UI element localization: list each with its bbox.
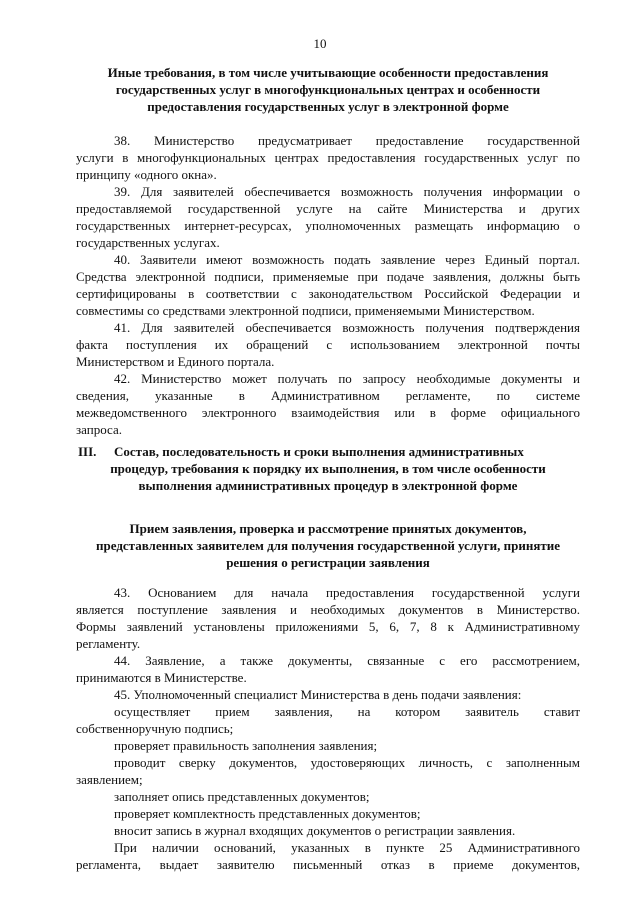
text-line: 45. Уполномоченный специалист Министерства в день подачи заявления: [114, 687, 522, 702]
section-heading-iii [76, 443, 580, 494]
text-line: заполняет опись представленных документов; [114, 789, 370, 804]
text-line: межведомственного электронного взаимодействия или в форме официального [76, 405, 580, 420]
text-line: предоставляемой государственной услуге на сайте Министерства и других [76, 201, 580, 216]
heading-line: представленных заявителем для получения государственной услуги, принятие [96, 538, 560, 553]
heading-line: Прием заявления, проверка и рассмотрение принятых документов, [129, 521, 527, 536]
text-line: собственноручную подпись; [76, 721, 234, 736]
text-line: является поступление заявления и необходимых документов в Министерство. [76, 602, 580, 617]
text-line: 38. Министерство предусматривает предоставление государственной [114, 133, 580, 148]
paragraph-38 [76, 132, 580, 183]
text-line: факта поступления их обращений с использованием электронной почты [76, 337, 580, 352]
heading-line: выполнения административных процедур в электронной форме [138, 478, 518, 493]
procedure-list [76, 703, 580, 873]
heading-line: государственных услуг в многофункциональных центрах и особенности [115, 82, 541, 97]
list-item [76, 839, 580, 873]
list-item [76, 805, 580, 822]
text-line: государственных услугах. [76, 235, 220, 250]
text-line: государственных интернет-ресурсах, уполномоченных размещать информацию о [76, 218, 580, 233]
page-number: 10 [313, 36, 327, 51]
text-line: 43. Основанием для начала предоставления государственной услуги [114, 585, 580, 600]
text-line: сведения, указанные в Административном регламенте, по системе [76, 388, 580, 403]
text-line: регламента, выдает заявителю письменный отказ в приеме документов, [76, 857, 580, 872]
text-line: Формы заявлений установлены приложениями 5, 6, 7, 8 к Административному [76, 619, 580, 634]
heading-text: Состав, последовательность и сроки выполнения административных [114, 444, 524, 459]
text-line: принципу «одного окна». [76, 167, 217, 182]
text-line: запроса. [76, 422, 122, 437]
heading-line: решения о регистрации заявления [226, 555, 430, 570]
paragraph-45 [76, 686, 580, 703]
text-line: 44. Заявление, а также документы, связанные с его рассмотрением, [114, 653, 580, 668]
paragraph-44 [76, 652, 580, 686]
paragraph-43 [76, 584, 580, 652]
list-item [76, 788, 580, 805]
text-line: принимаются в Министерстве. [76, 670, 247, 685]
list-item [76, 737, 580, 754]
text-line: вносит запись в журнал входящих документов о регистрации заявления. [114, 823, 516, 838]
paragraph-41 [76, 319, 580, 370]
text-line: Средства электронной подписи, применяемые при подаче заявления, должны быть [76, 269, 580, 284]
text-line: совместимы со средствами электронной подписи, применяемыми Министерством. [76, 303, 535, 318]
section-heading-other-requirements [76, 64, 580, 115]
paragraphs-43-45 [76, 584, 580, 873]
list-item [76, 703, 580, 737]
heading-line: Иные требования, в том числе учитывающие особенности предоставления [107, 65, 549, 80]
text-line: 42. Министерство может получать по запросу необходимые документы и [114, 371, 580, 386]
text-line: 40. Заявители имеют возможность подать заявление через Единый портал. [114, 252, 580, 267]
paragraph-40 [76, 251, 580, 319]
list-item [76, 822, 580, 839]
text-line: 41. Для заявителей обеспечивается возможность получения подтверждения [114, 320, 580, 335]
text-line: Министерством и Единого портала. [76, 354, 275, 369]
list-item [76, 754, 580, 788]
subheading-application-intake [76, 520, 580, 571]
paragraph-39 [76, 183, 580, 251]
text-line: проводит сверку документов, удостоверяющих личность, с заполненным [114, 755, 580, 770]
text-line: При наличии оснований, указанных в пункте 25 Административного [114, 840, 580, 855]
paragraphs-38-42 [76, 132, 580, 438]
heading-line: предоставления государственных услуг в электронной форме [147, 99, 509, 114]
text-line: регламенту. [76, 636, 141, 651]
text-line: заявлением; [76, 772, 143, 787]
heading-line [76, 443, 580, 460]
paragraph-42 [76, 370, 580, 438]
text-line: сертифицированы в соответствии с законодательством Российской Федерации и [76, 286, 580, 301]
text-line: услуги в многофункциональных центрах предоставления государственных услуг по [76, 150, 580, 165]
text-line: 39. Для заявителей обеспечивается возможность получения информации о [114, 184, 580, 199]
text-line: проверяет комплектность представленных документов; [114, 806, 421, 821]
text-line: осуществляет прием заявления, на котором заявитель ставит [114, 704, 580, 719]
text-line: проверяет правильность заполнения заявления; [114, 738, 378, 753]
section-number: III. [78, 444, 97, 459]
heading-line: процедур, требования к порядку их выполнения, в том числе особенности [110, 461, 546, 476]
